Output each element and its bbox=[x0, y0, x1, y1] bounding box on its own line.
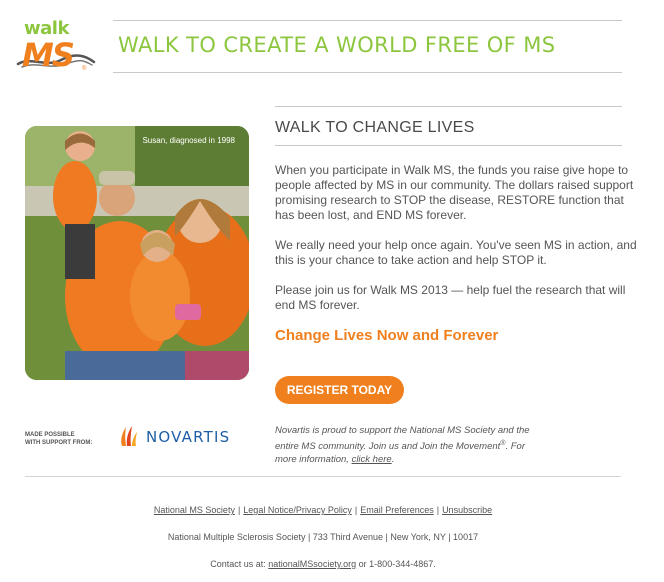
footer-links bbox=[0, 505, 646, 515]
body-paragraph-3: Please join us for Walk MS 2013 — help fuel the research that will end MS forever. bbox=[275, 283, 626, 312]
novartis-flame-icon bbox=[118, 424, 138, 446]
footer-link-national-ms-society[interactable]: National MS Society bbox=[153, 505, 235, 515]
footer-divider bbox=[25, 476, 621, 477]
footer-link-unsubscribe[interactable]: Unsubscribe bbox=[442, 505, 493, 515]
made-possible-label bbox=[25, 431, 105, 447]
header-divider-top bbox=[113, 20, 622, 21]
header-title: WALK TO CREATE A WORLD FREE OF MS bbox=[118, 33, 556, 57]
sponsor-message bbox=[275, 424, 535, 466]
footer-link-legal-privacy[interactable]: Legal Notice/Privacy Policy bbox=[243, 505, 352, 515]
section-divider-top bbox=[275, 106, 622, 107]
novartis-logo bbox=[118, 424, 248, 448]
footer-separator: | bbox=[436, 505, 440, 515]
footer-separator: | bbox=[237, 505, 241, 515]
footer-address: National Multiple Sclerosis Society | 733 Third Avenue | New York, NY | 10017 bbox=[167, 532, 479, 542]
body-paragraph-1: When you participate in Walk MS, the funds you raise give hope to people affected by MS in our community. The dollars raised support promising research to STOP the disease, RESTORE function that has been lost, and END MS forever. bbox=[275, 163, 634, 222]
sponsor-text-end: . bbox=[391, 454, 395, 466]
footer-contact-phone: or 1-800-344-4867. bbox=[356, 559, 436, 569]
logo-registered-mark: ® bbox=[82, 66, 87, 72]
section-title: WALK TO CHANGE LIVES bbox=[275, 119, 475, 136]
made-possible-line-1: MADE POSSIBLE bbox=[25, 432, 75, 438]
logo-walk-text: walk bbox=[24, 18, 69, 39]
footer-separator: | bbox=[354, 505, 358, 515]
family-photo bbox=[25, 126, 249, 380]
change-lives-link[interactable]: Change Lives Now and Forever bbox=[275, 327, 499, 344]
walk-ms-logo bbox=[14, 14, 94, 82]
logo-ms-text: MS bbox=[22, 36, 73, 74]
sponsor-registered-mark: ® bbox=[500, 440, 506, 447]
sponsor-text-part-2: . For more information, bbox=[275, 441, 525, 466]
footer-contact bbox=[0, 559, 646, 569]
family-photo-image bbox=[25, 126, 249, 380]
footer-link-email-preferences[interactable]: Email Preferences bbox=[360, 505, 434, 515]
photo-caption: Susan, diagnosed in 1998 bbox=[142, 136, 235, 145]
sponsor-text-part-1: Novartis is proud to support the National MS Society and the entire MS community. Join us and Join the Movement bbox=[275, 425, 530, 453]
novartis-wordmark: NOVARTIS bbox=[146, 428, 231, 446]
register-today-button[interactable]: REGISTER TODAY bbox=[275, 376, 404, 404]
made-possible-line-2: WITH SUPPORT FROM: bbox=[25, 440, 93, 446]
body-paragraph-2: We really need your help once again. You've seen MS in action, and this is your chance to take action and help STOP it. bbox=[275, 238, 637, 267]
footer-contact-prefix: Contact us at: bbox=[210, 559, 269, 569]
section-divider-bottom bbox=[275, 145, 622, 146]
header-divider-bottom bbox=[113, 72, 622, 73]
footer-contact-website-link[interactable]: nationalMSsociety.org bbox=[268, 559, 357, 569]
sponsor-click-here-link[interactable]: click here bbox=[351, 454, 392, 466]
